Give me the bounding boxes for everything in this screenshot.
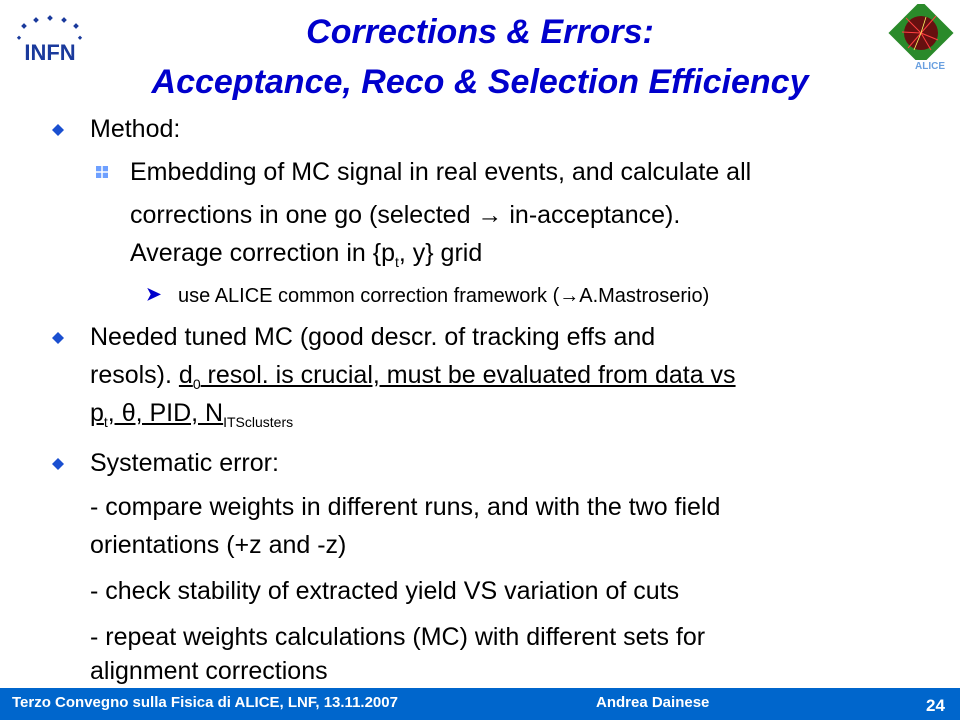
embedding-line-3: Average correction in {$p_t$, y} grid — [130, 239, 483, 270]
svg-text:ALICE: ALICE — [915, 61, 945, 72]
slide-title-line2: Acceptance, Reco & Selection Efficiency — [151, 63, 809, 101]
systematic-line-2: orientations (+z and -z) — [90, 531, 347, 559]
needed-line-2: resols). $d_0$ resol. is crucial, must be evaluated from data vs — [90, 361, 736, 392]
footer-bar — [0, 688, 960, 720]
footer-conference: Terzo Convegno sulla Fisica di ALICE, LNF, 13.11.2007 — [12, 694, 398, 711]
footer-author: Andrea Dainese — [596, 694, 710, 711]
method-label: Method: — [90, 115, 181, 143]
diamond-bullet-icon — [52, 458, 64, 470]
systematic-label: Systematic error: — [90, 449, 279, 477]
diamond-bullet-icon — [52, 332, 64, 344]
embedding-line-2: corrections in one go (selected → in-acceptance). — [130, 201, 681, 229]
systematic-line-3: - check stability of extracted yield VS variation of cuts — [90, 577, 680, 605]
use-alice-line: use ALICE common correction framework (→A.Mastroserio) — [178, 285, 710, 307]
page-number: 24 — [926, 696, 945, 715]
embedding-line-1: Embedding of MC signal in real events, and calculate all — [130, 158, 752, 186]
cross-bullet-icon — [96, 166, 108, 178]
diamond-bullet-icon — [52, 124, 64, 136]
systematic-line-1: - compare weights in different runs, and with the two field — [90, 493, 721, 521]
systematic-line-5: alignment corrections — [90, 657, 328, 685]
svg-text:INFN: INFN — [24, 40, 76, 65]
needed-line-1: Needed tuned MC (good descr. of tracking effs and — [90, 323, 656, 351]
slide-title-line1: Corrections & Errors: — [306, 13, 654, 51]
needed-line-3: $p_t$, θ, PID, $N_{ITSclusters}$ — [90, 399, 294, 430]
arrow-bullet-icon: ➤ — [146, 284, 162, 304]
systematic-line-4: - repeat weights calculations (MC) with different sets for — [90, 623, 706, 651]
